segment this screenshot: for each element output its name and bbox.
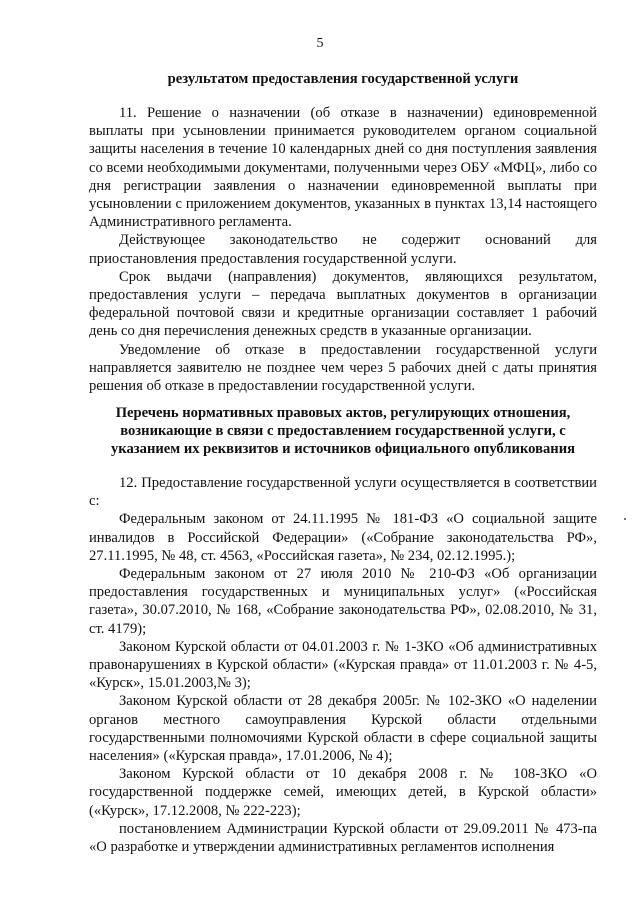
paragraph-law-210-fz: Федеральным законом от 27 июля 2010 № 210-ФЗ «Об организации предоставления государственных и муниципальных услуг» («Российская газета», 30.07.2010, № 168, «Собрание законодательства РФ», 02.08.2010, № 31, ст. 4179); (89, 566, 597, 637)
heading-line-1: Перечень нормативных правовых актов, регулирующих отношения, (115, 405, 571, 421)
paragraph-issue-deadline: Срок выдачи (направления) документов, являющихся результатом, предоставления услуги – передача выплатных документов в организации федеральной почтовой связи и кредитные организации составляет 1 рабочий день со дня перечисления денежных средств в указанные организации. (89, 268, 597, 340)
section-heading-legal-acts (89, 404, 597, 459)
paragraph-law-102-zko: Законом Курской области от 28 декабря 2005г. № 102-ЗКО «О наделении органов местного самоуправления Курской области отдельными государственными полномочиями Курской области в сфере социальной защиты населения» («Курская правда», 17.01.2006, № 4); (89, 693, 597, 765)
paragraph-law-108-zko: Законом Курской области от 10 декабря 2008 г. № 108-ЗКО «О государственной поддержке семей, имеющих детей, в Курской области» («Курск», 17.12.2008, № 222-223); (89, 766, 597, 819)
section-result-body (89, 104, 597, 395)
paragraph-law-181-fz: Федеральным законом от 24.11.1995 № 181-ФЗ «О социальной защите инвалидов в Российской Федерации» («Собрание законодательства РФ», 27.11.1995, № 48, ст. 4563, «Российская газета», № 234, 02.12.1995.); (89, 511, 597, 564)
paragraph-12-intro: 12. Предоставление государственной услуги осуществляется в соответствии с: (89, 475, 597, 510)
section-legal-acts-body (89, 474, 597, 856)
paragraph-resolution-473-pa: постановлением Администрации Курской области от 29.09.2011 № 473-па «О разработке и утверждении административных регламентов исполнения (89, 820, 597, 856)
heading-line-3: указанием их реквизитов и источников официального опубликования (111, 441, 575, 458)
section-heading-result: результатом предоставления государственной услуги (167, 71, 519, 87)
paragraph-no-grounds: Действующее законодательство не содержит оснований для приостановления предоставления государственной услуги. (89, 232, 597, 267)
page-number: 5 (316, 36, 324, 51)
paragraph-11-decision: 11. Решение о назначении (об отказе в назначении) единовременной выплаты при усыновлении принимается руководителем органом социальной защиты населения в течение 10 календарных дней со дня поступления заявления со всеми необходимыми документами, полученными через ОБУ «МФЦ», либо со дня регистрации заявления о назначении единовременной выплаты при усыновлении с приложением документов, указанных в пунктах 13,14 настоящего Административного регламента. (89, 105, 597, 231)
paragraph-law-1-zko: Законом Курской области от 04.01.2003 г. № 1-ЗКО «Об административных правонарушениях в Курской области» («Курская правда» от 11.01.2003 г. № 4-5, «Курск», 15.01.2003,№ 3); (89, 638, 597, 692)
heading-line-2: возникающие в связи с предоставлением государственной услуги, с (120, 423, 566, 440)
paragraph-refusal-notice: Уведомление об отказе в предоставлении государственной услуги направляется заявителю не позднее чем через 5 рабочих дней с даты принятия решения об отказе в предоставлении государственной услуги. (89, 341, 597, 395)
scan-speck (624, 518, 626, 520)
